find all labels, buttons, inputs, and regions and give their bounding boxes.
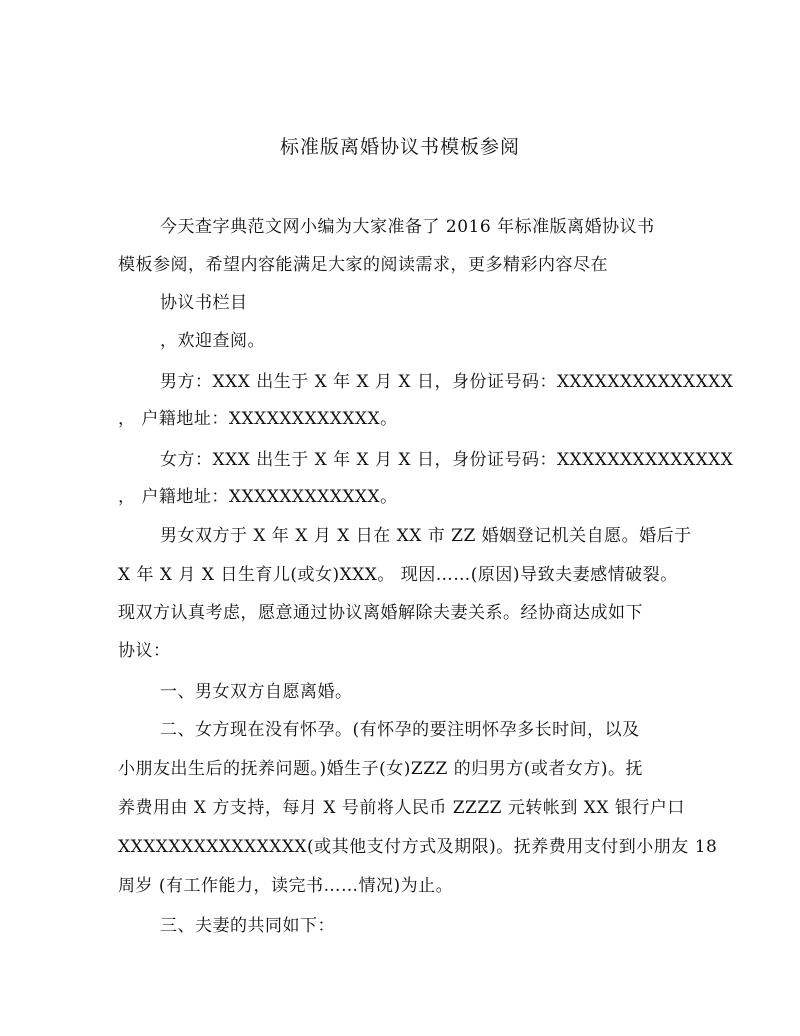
paragraph-line: 男方：XXX 出生于 X 年 X 月 X 日，身份证号码：XXXXXXXXXXXXXX — [160, 372, 734, 392]
paragraph-line: 养费用由 X 方支持，每月 X 号前将人民币 ZZZZ 元转帐到 XX 银行户口 — [118, 798, 685, 818]
paragraph-line: X 年 X 月 X 日生育儿(或女)XXX。 现因……(原因)导致夫妻感情破裂。 — [118, 565, 678, 585]
paragraph-line: 三、夫妻的共同如下： — [160, 916, 335, 936]
paragraph-line: ， 户籍地址：XXXXXXXXXXXX。 — [118, 409, 398, 429]
paragraph-line: 小朋友出生后的抚养问题。)婚生子(女)ZZZ 的归男方(或者女方)。抚 — [118, 759, 644, 779]
paragraph-line: XXXXXXXXXXXXXXX(或其他支付方式及期限)。抚养费用支付到小朋友 18 — [118, 837, 718, 857]
paragraph-line: 协议： — [118, 641, 171, 661]
document-title: 标准版离婚协议书模板参阅 — [279, 136, 520, 158]
paragraph-line: 男女双方于 X 年 X 月 X 日在 XX 市 ZZ 婚姻登记机关自愿。婚后于 — [160, 526, 692, 546]
paragraph-line: 模板参阅，希望内容能满足大家的阅读需求，更多精彩内容尽在 — [118, 255, 608, 275]
paragraph-line: 一、男女双方自愿离婚。 — [160, 682, 353, 702]
paragraph-line: ，欢迎查阅。 — [160, 331, 265, 351]
paragraph-line: 协议书栏目 — [160, 293, 248, 313]
paragraph-line: 今天查字典范文网小编为大家准备了 2016 年标准版离婚协议书 — [160, 217, 655, 237]
paragraph-line: 二、女方现在没有怀孕。(有怀孕的要注明怀孕多长时间，以及 — [160, 720, 640, 740]
paragraph-line: 女方：XXX 出生于 X 年 X 月 X 日，身份证号码：XXXXXXXXXXXXXX — [160, 450, 734, 470]
paragraph-line: 周岁 (有工作能力，读完书……情况)为止。 — [118, 876, 454, 896]
paragraph-line: 现双方认真考虑，愿意通过协议离婚解除夫妻关系。经协商达成如下 — [118, 603, 643, 623]
paragraph-line: ， 户籍地址：XXXXXXXXXXXX。 — [118, 487, 398, 507]
